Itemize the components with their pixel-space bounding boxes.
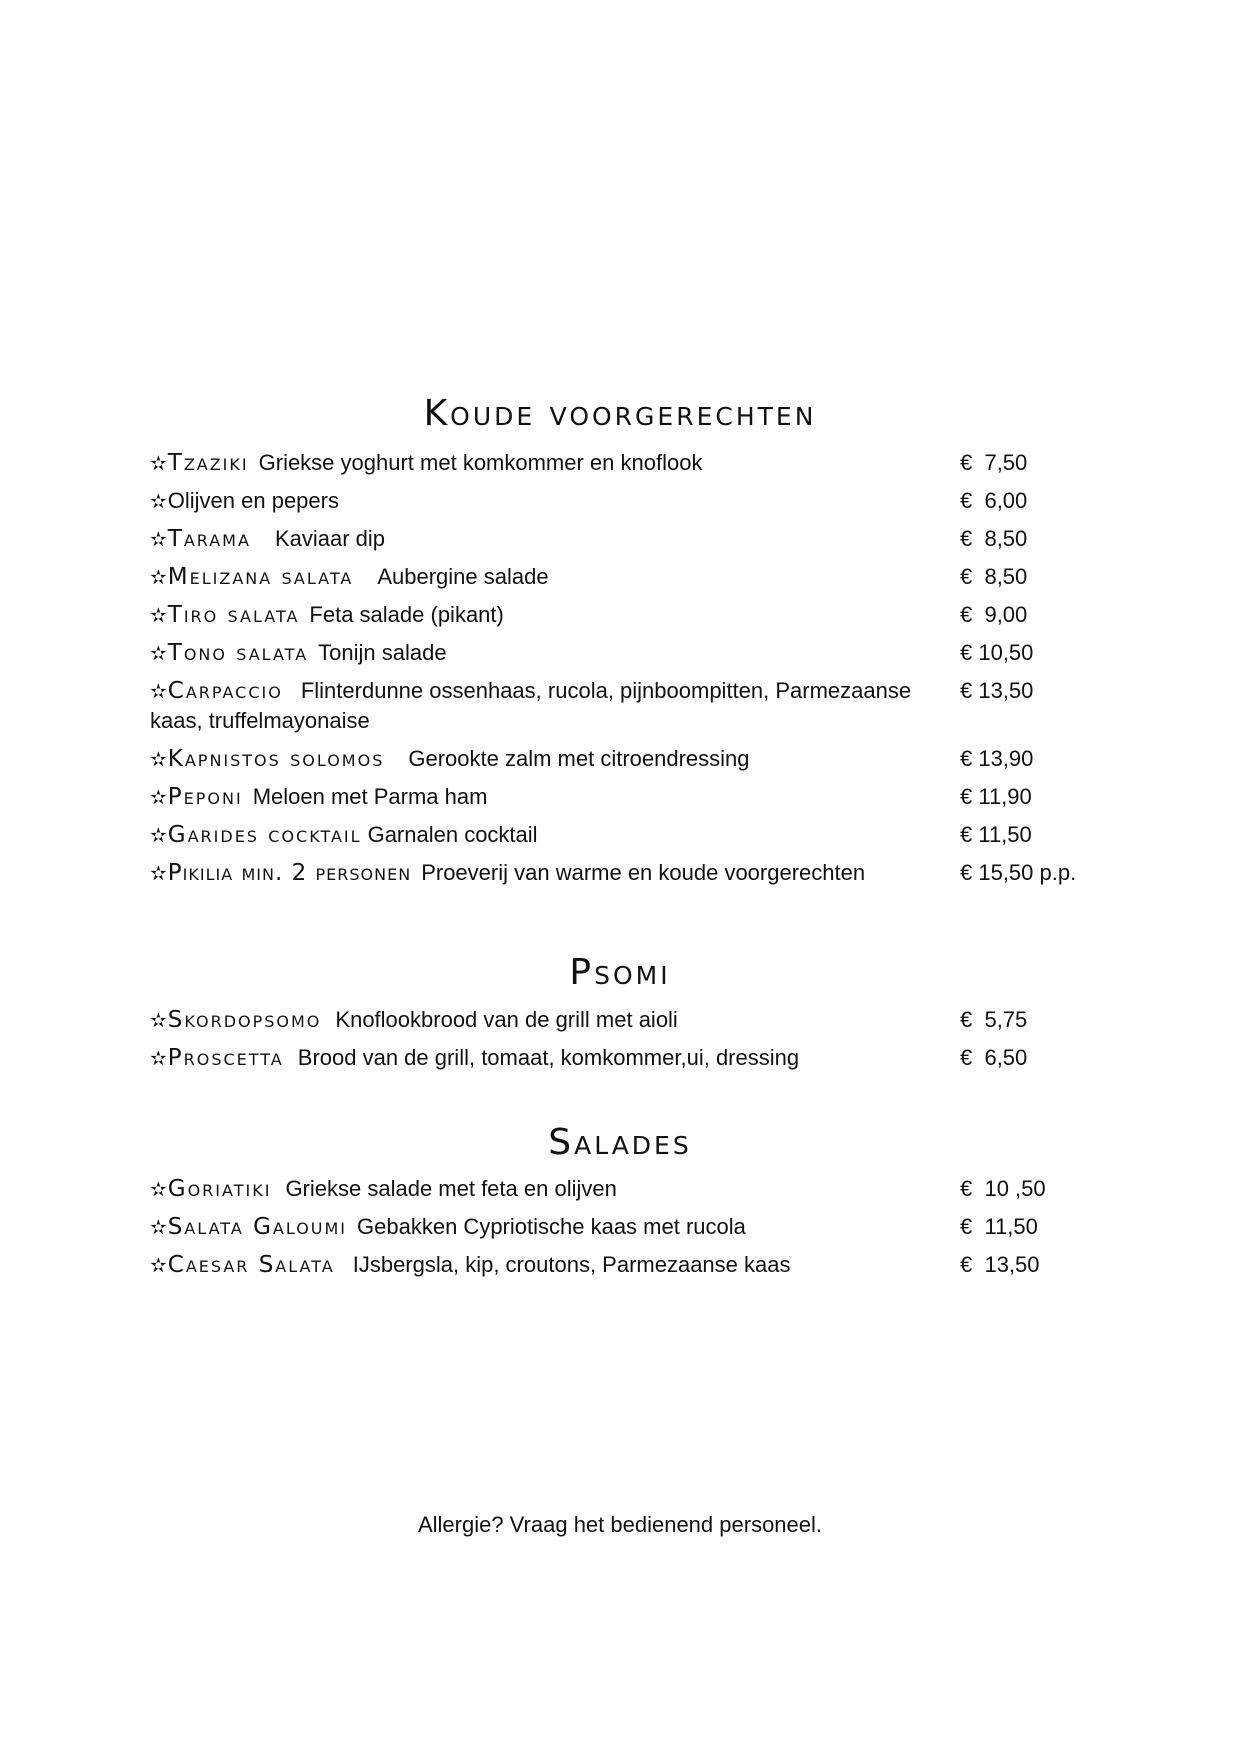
dish-name: Peponi <box>167 784 243 810</box>
allergy-note: Allergie? Vraag het bedienend personeel. <box>417 1512 823 1537</box>
dish-description: Gebakken Cypriotische kaas met rucola <box>357 1214 746 1239</box>
dish-description: Feta salade (pikant) <box>309 602 504 627</box>
star-icon: ✫ <box>150 527 167 551</box>
menu-list-koude-voorgerechten <box>150 448 1110 896</box>
dish-name: Goriatiki <box>167 1176 272 1202</box>
menu-item-garides-cocktail <box>150 820 1110 850</box>
menu-item-tono-salata <box>150 638 1110 668</box>
dish-price: € 11,50 <box>960 822 1032 847</box>
dish-price: € 6,00 <box>960 488 1028 513</box>
dish-description: Meloen met Parma ham <box>252 784 488 809</box>
dish-price: € 13,50 <box>960 1252 1040 1277</box>
dish-price: € 10,50 <box>960 640 1034 665</box>
menu-item-olijven-en-pepers <box>150 486 1110 516</box>
menu-list-psomi <box>150 1005 1110 1081</box>
star-icon: ✫ <box>150 565 167 589</box>
menu-item-skordopsomo <box>150 1005 1110 1035</box>
dish-name: Carpaccio <box>167 678 283 704</box>
menu-item-tarama <box>150 524 1110 554</box>
dish-description: Kaviaar dip <box>274 526 386 551</box>
dish-name: Salata Galoumi <box>167 1214 348 1240</box>
dish-name: Caesar Salata <box>167 1252 335 1278</box>
dish-price: € 13,90 <box>960 746 1034 771</box>
dish-price: € 6,50 <box>960 1045 1028 1070</box>
dish-price: € 7,50 <box>960 450 1028 475</box>
dish-price: € 11,50 <box>960 1214 1038 1239</box>
menu-item-kapnistos-solomos <box>150 744 1110 774</box>
dish-description: Griekse yoghurt met komkommer en knoflook <box>258 450 703 475</box>
star-icon: ✫ <box>150 679 167 703</box>
menu-item-tzaziki <box>150 448 1110 478</box>
dish-description: Garnalen cocktail <box>367 822 538 847</box>
star-icon: ✫ <box>150 489 167 513</box>
dish-name: Melizana salata <box>167 564 354 590</box>
dish-description: Flinterdunne ossenhaas, rucola, pijnboompitten, Parmezaanse kaas, truffelmayonaise <box>150 678 912 733</box>
star-icon: ✫ <box>150 785 167 809</box>
dish-name: Skordopsomo <box>167 1007 322 1033</box>
menu-item-goriatiki <box>150 1174 1110 1204</box>
dish-name: Tiro salata <box>167 602 300 628</box>
menu-item-melizana-salata <box>150 562 1110 592</box>
dish-price: € 8,50 <box>960 526 1028 551</box>
menu-item-carpaccio <box>150 676 1110 736</box>
star-icon: ✫ <box>150 1046 167 1070</box>
star-icon: ✫ <box>150 641 167 665</box>
dish-description: Proeverij van warme en koude voorgerechten <box>421 860 866 885</box>
star-icon: ✫ <box>150 451 167 475</box>
menu-item-peponi <box>150 782 1110 812</box>
dish-name: Olijven en pepers <box>167 488 339 513</box>
dish-price: € 11,90 <box>960 784 1032 809</box>
dish-description: Knoflookbrood van de grill met aioli <box>335 1007 678 1032</box>
dish-description: Tonijn salade <box>318 640 447 665</box>
star-icon: ✫ <box>150 747 167 771</box>
star-icon: ✫ <box>150 1215 167 1239</box>
star-icon: ✫ <box>150 823 167 847</box>
star-icon: ✫ <box>150 1008 167 1032</box>
dish-description: Gerookte zalm met citroendressing <box>408 746 750 771</box>
star-icon: ✫ <box>150 861 167 885</box>
dish-description: Brood van de grill, tomaat, komkommer,ui, dressing <box>297 1045 800 1070</box>
menu-list-salades <box>150 1174 1110 1288</box>
dish-price: € 9,00 <box>960 602 1028 627</box>
dish-description: Aubergine salade <box>377 564 549 589</box>
dish-name: Tzaziki <box>167 450 249 476</box>
dish-price: € 8,50 <box>960 564 1028 589</box>
menu-item-salata-galoumi <box>150 1212 1110 1242</box>
dish-price: € 10 ,50 <box>960 1176 1046 1201</box>
section-title-psomi: Psomi <box>569 952 671 993</box>
star-icon: ✫ <box>150 1177 167 1201</box>
menu-item-caesar-salata <box>150 1250 1110 1280</box>
section-title-koude-voorgerechten: Koude voorgerechten <box>423 393 817 434</box>
dish-name: Kapnistos solomos <box>167 746 385 772</box>
dish-price: € 15,50 p.p. <box>960 860 1077 885</box>
menu-item-pikilia <box>150 858 1110 888</box>
menu-item-proscetta <box>150 1043 1110 1073</box>
star-icon: ✫ <box>150 603 167 627</box>
dish-name: Proscetta <box>167 1045 284 1071</box>
dish-name: Tono salata <box>167 640 309 666</box>
star-icon: ✫ <box>150 1253 167 1277</box>
dish-name: Pikilia min. 2 personen <box>167 860 412 886</box>
dish-description: Griekse salade met feta en olijven <box>285 1176 617 1201</box>
dish-name: Tarama <box>167 526 251 552</box>
dish-name: Garides cocktail <box>167 822 362 848</box>
dish-price: € 13,50 <box>960 678 1034 703</box>
section-title-salades: Salades <box>548 1122 692 1163</box>
dish-price: € 5,75 <box>960 1007 1028 1032</box>
dish-description: IJsbergsla, kip, croutons, Parmezaanse kaas <box>352 1252 791 1277</box>
menu-item-tiro-salata <box>150 600 1110 630</box>
